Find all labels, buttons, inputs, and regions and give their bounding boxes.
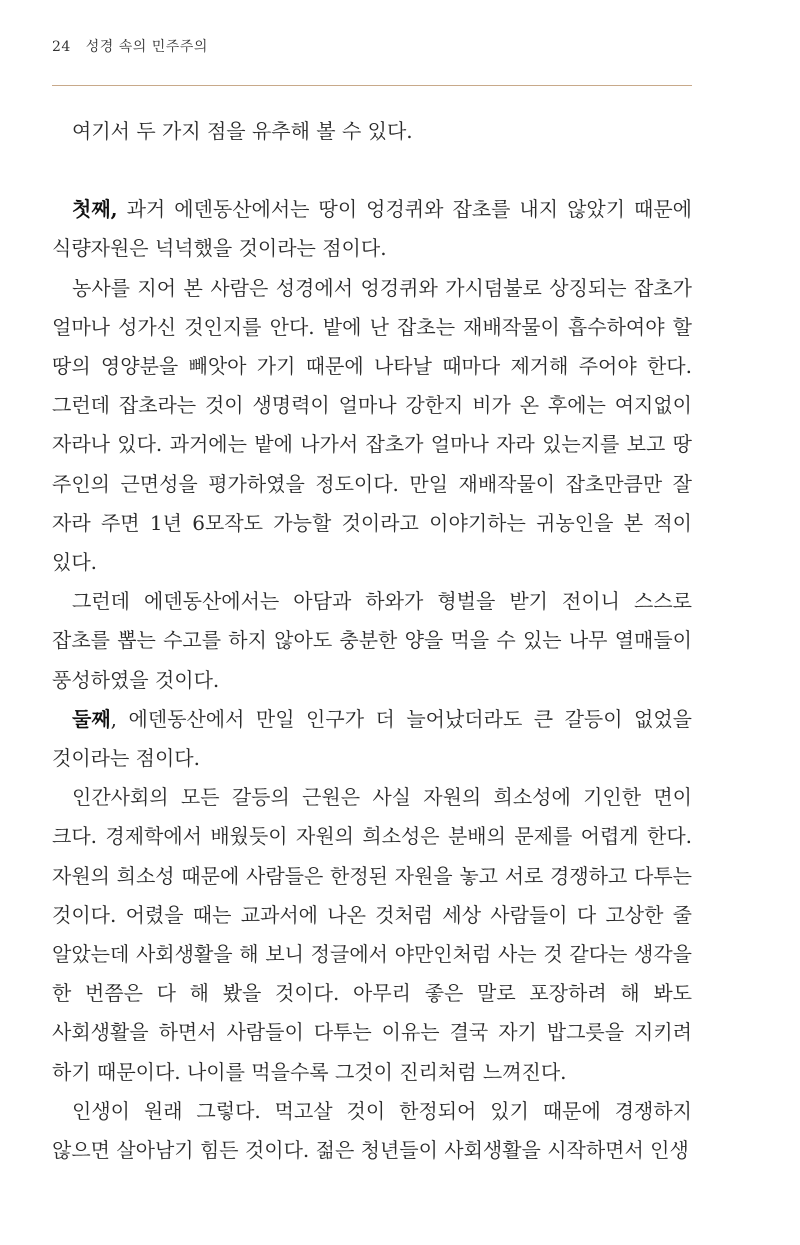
- paragraph-text: 여기서 두 가지 점을 유추해 볼 수 있다.: [72, 119, 413, 143]
- paragraph-eden-fruit: [52, 582, 692, 700]
- paragraph-life: [52, 1092, 692, 1170]
- paragraph-text: 그런데 에덴동산에서는 아담과 하와가 형벌을 받기 전이니 스스로 잡초를 뽑는 수고를 하지 않아도 충분한 양을 먹을 수 있는 나무 열매들이 풍성하였을 것이다.: [52, 589, 692, 692]
- paragraph-first-point: [52, 190, 692, 268]
- paragraph-text: , 에덴동산에서 만일 인구가 더 늘어났더라도 큰 갈등이 없었을 것이라는 점이다.: [52, 706, 692, 771]
- page-number: 24: [52, 39, 71, 55]
- paragraph-lead: 둘째: [72, 706, 111, 731]
- header-divider: [52, 85, 692, 86]
- paragraph-scarcity: [52, 778, 692, 1092]
- paragraph-intro: [52, 112, 692, 151]
- paragraph-text: 농사를 지어 본 사람은 성경에서 엉겅퀴와 가시덤불로 상징되는 잡초가 얼마나 성가신 것인지를 안다. 밭에 난 잡초는 재배작물이 흡수하여야 할 땅의 영양분을 빼앗아 가기 때문에 나타날 때마다 제거해 주어야 한다. 그런데 잡초라는 것이 생명력이 얼마나 강한지 비가 온 후에는 여지없이 자라나 있다. 과거에는 밭에 나가서 잡초가 얼마나 자라 있는지를 보고 땅 주인의 근면성을 평가하였을 정도이다. 만일 재배작물이 잡초만큼만 잘 자라 주면 1년 6모작도 가능할 것이라고 이야기하는 귀농인을 본 적이 있다.: [52, 275, 692, 575]
- body-text: [52, 112, 692, 1170]
- running-header: [52, 36, 208, 56]
- paragraph-second-point: [52, 700, 692, 778]
- book-title: 성경 속의 민주주의: [85, 39, 208, 55]
- paragraph-lead: 첫째,: [72, 197, 118, 222]
- paragraph-text: 인간사회의 모든 갈등의 근원은 사실 자원의 희소성에 기인한 면이 크다. 경제학에서 배웠듯이 자원의 희소성은 분배의 문제를 어렵게 한다. 자원의 희소성 때문에 사람들은 한정된 자원을 놓고 서로 경쟁하고 다투는 것이다. 어렸을 때는 교과서에 나온 것처럼 세상 사람들이 다 고상한 줄 알았는데 사회생활을 해 보니 정글에서 야만인처럼 사는 것 같다는 생각을 한 번쯤은 다 해 봤을 것이다. 아무리 좋은 말로 포장하려 해 봐도 사회생활을 하면서 사람들이 다투는 이유는 결국 자기 밥그릇을 지키려 하기 때문이다. 나이를 먹을수록 그것이 진리처럼 느껴진다.: [52, 785, 692, 1084]
- paragraph-text: 과거 에덴동산에서는 땅이 엉겅퀴와 잡초를 내지 않았기 때문에 식량자원은 넉넉했을 것이라는 점이다.: [52, 197, 692, 261]
- paragraph-text: 인생이 원래 그렇다. 먹고살 것이 한정되어 있기 때문에 경쟁하지 않으면 살아남기 힘든 것이다. 젊은 청년들이 사회생활을 시작하면서 인생: [52, 1098, 692, 1163]
- paragraph-weeds: [52, 269, 692, 583]
